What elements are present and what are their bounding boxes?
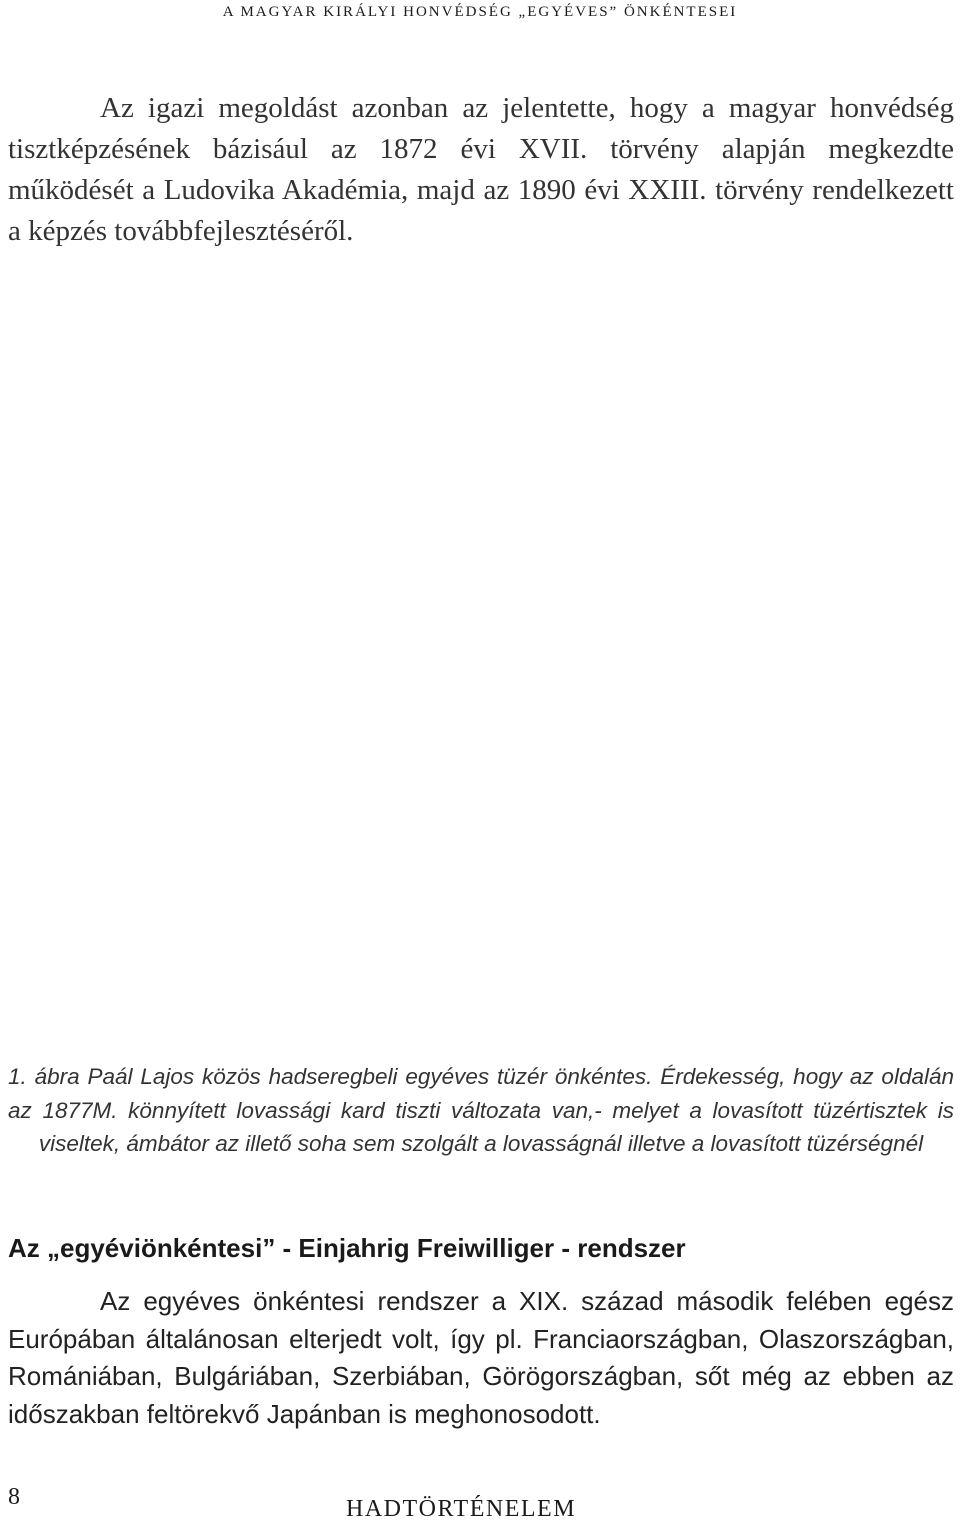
figure-caption: 1. ábra Paál Lajos közös hadseregbeli egyéves tüzér önkéntes. Érdekesség, hogy az oldalán az 1877M. könnyített lovassági kard tiszti változata van,- melyet a lovasított tüzértisztek is viseltek, ámbátor az illető soha sem szolgált a lovasságnál illetve a lovasított tüzérségnél [8,1064,954,1156]
page-number: 8 [8,1484,20,1510]
figure-area [8,300,954,1040]
section-heading: Az „egyéviönkéntesi” - Einjahrig Freiwilliger - rendszer [8,1233,686,1263]
body-paragraph-2: Az egyéves önkéntesi rendszer a XIX. század második felében egész Európában általánosan elterjedt volt, így pl. Franciaországban, Olaszországban, Romániában, Bulgáriában, Szerbiában, Görögországban, sőt még az ebben az időszakban feltörekvő Japánban is meghonosodott. [8,1286,954,1429]
running-header: A MAGYAR KIRÁLYI HONVÉDSÉG „EGYÉVES” ÖNKÉNTESEI [222,4,738,20]
body-paragraph-1: Az igazi megoldást azonban az jelentette, hogy a magyar honvédség tisztképzésének bázisául az 1872 évi XVII. törvény alapján megkezdte működését a Ludovika Akadémia, majd az 1890 évi XXIII. törvény rendelkezett a képzés továbbfejlesztéséről. [8,92,954,247]
running-footer: HADTÖRTÉNELEM [346,1496,577,1522]
